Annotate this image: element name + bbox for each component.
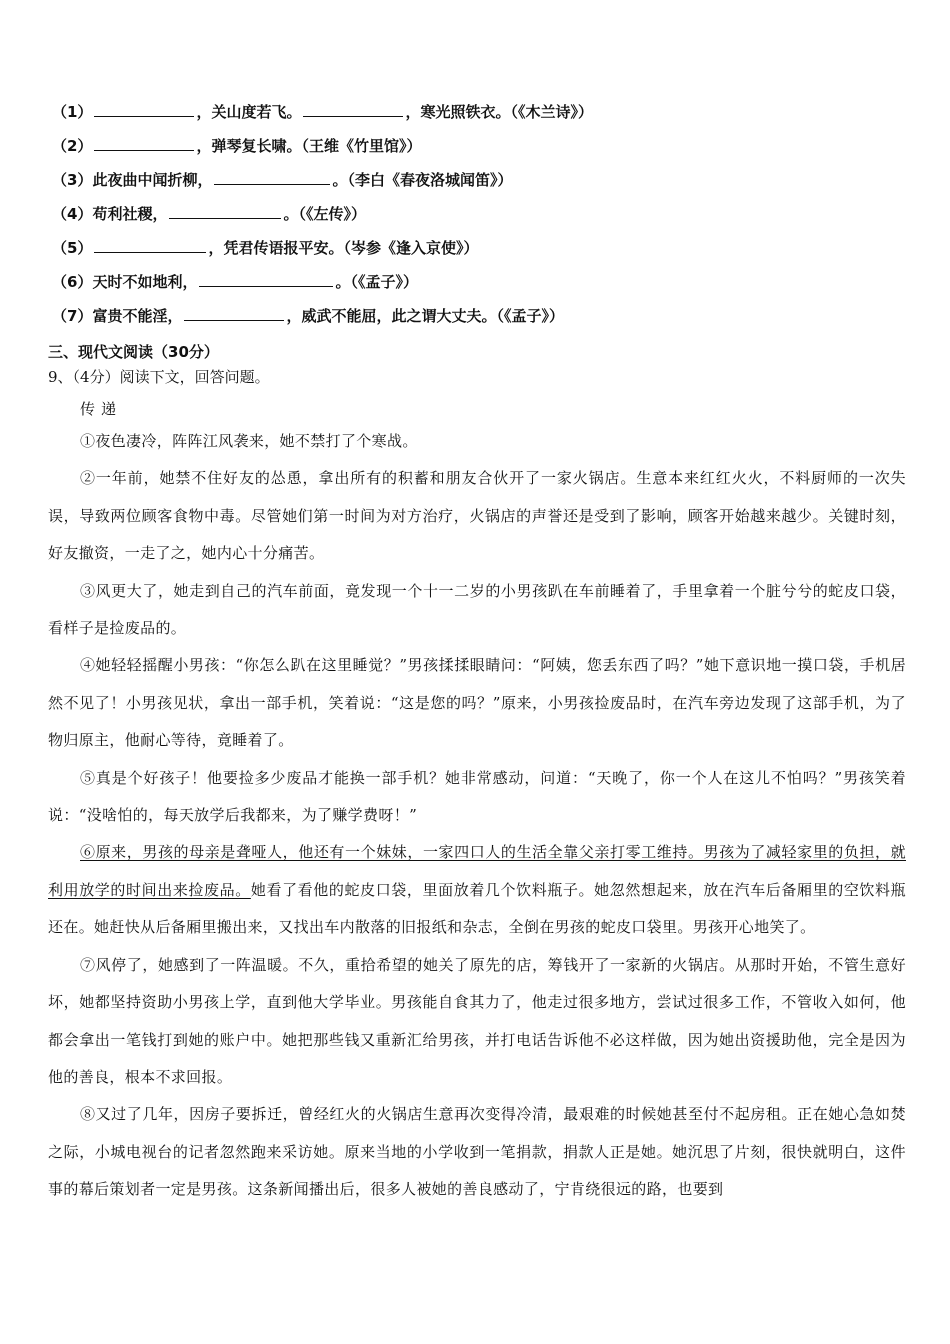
fill-blank-item [52, 132, 912, 166]
passage-paragraph [48, 834, 906, 946]
answer-blank[interactable] [94, 236, 206, 253]
item-text: ，寒光照铁衣。（《木兰诗》） [405, 103, 593, 121]
paragraph-text: ⑦风停了，她感到了一阵温暖。不久，重拾希望的她关了原先的店，筹钱开了一家新的火锅店。从那时开始，不管生意好坏，她都坚持资助小男孩上学，直到他大学毕业。男孩能自食其力了，他走过很多地方，尝试过很多工作，不管收入如何，他都会拿出一笔钱打到她的账户中。她把那些钱又重新汇给男孩，并打电话告诉他不必这样做，因为她出资援助他，完全是因为他的善良，根本不求回报。 [48, 955, 906, 1086]
passage-paragraph [48, 460, 906, 572]
fill-blank-item [52, 166, 912, 200]
item-number: （2） [52, 137, 93, 155]
item-number: （4） [52, 205, 93, 223]
item-text: ，威武不能屈，此之谓大丈夫。（《孟子》） [286, 307, 564, 325]
item-text: ，弹琴复长啸。（王维《竹里馆》） [196, 137, 422, 155]
item-number: （7） [52, 307, 93, 325]
fill-blank-item [52, 302, 912, 336]
passage-paragraph [48, 1096, 906, 1208]
paragraph-text: ③风更大了，她走到自己的汽车前面，竟发现一个十一二岁的小男孩趴在车前睡着了，手里拿着一个脏兮兮的蛇皮口袋，看样子是捡废品的。 [48, 581, 906, 638]
paragraph-text: ⑤真是个好孩子！他要捡多少废品才能换一部手机？她非常感动，问道：“天晚了，你一个人在这儿不怕吗？”男孩笑着说：“没啥怕的，每天放学后我都来，为了赚学费呀！” [48, 768, 906, 825]
passage-body [48, 423, 906, 1209]
item-text: 。（李白《春夜洛城闻笛》） [332, 171, 513, 189]
item-text: 天时不如地利， [92, 273, 198, 291]
fill-blank-item [52, 234, 912, 268]
item-text: ，关山度若飞。 [196, 103, 302, 121]
item-number: （5） [52, 239, 93, 257]
fill-blank-item [52, 200, 912, 234]
item-text: ，凭君传语报平安。（岑参《逢入京使》） [208, 239, 479, 257]
passage-paragraph [48, 647, 906, 759]
answer-blank[interactable] [199, 270, 333, 287]
question-intro: 9、（4分）阅读下文，回答问题。 [48, 368, 270, 386]
item-number: （6） [52, 273, 93, 291]
paragraph-text: ⑧又过了几年，因房子要拆迁，曾经红火的火锅店生意再次变得冷清，最艰难的时候她甚至付不起房租。正在她心急如焚之际，小城电视台的记者忽然跑来采访她。原来当地的小学收到一笔捐款，捐款人正是她。她沉思了片刻，很快就明白，这件事的幕后策划者一定是男孩。这条新闻播出后，很多人被她的善良感动了，宁肯绕很远的路，也要到 [48, 1105, 906, 1199]
fill-in-blank-list [52, 98, 912, 336]
answer-blank[interactable] [184, 304, 284, 321]
item-number: （1） [52, 103, 93, 121]
item-text: 苟利社稷， [92, 205, 168, 223]
answer-blank[interactable] [169, 202, 281, 219]
passage-paragraph [48, 423, 906, 460]
answer-blank[interactable] [303, 100, 403, 117]
item-text: 。（《左传》） [283, 205, 366, 223]
fill-blank-item [52, 268, 912, 302]
item-text: 富贵不能淫， [92, 307, 183, 325]
paragraph-text: ④她轻轻摇醒小男孩：“你怎么趴在这里睡觉？”男孩揉揉眼睛问：“阿姨，您丢东西了吗？”她下意识地一摸口袋，手机居然不见了！小男孩见状，拿出一部手机，笑着说：“这是您的吗？”原来，小男孩捡废品时，在汽车旁边发现了这部手机，为了物归原主，他耐心等待，竟睡着了。 [48, 656, 906, 750]
answer-blank[interactable] [94, 134, 194, 151]
fill-blank-item [52, 98, 912, 132]
passage-title: 传递 [80, 400, 123, 418]
passage-paragraph [48, 947, 906, 1097]
passage-paragraph [48, 760, 906, 835]
paragraph-text: ②一年前，她禁不住好友的怂恿，拿出所有的积蓄和朋友合伙开了一家火锅店。生意本来红红火火，不料厨师的一次失误，导致两位顾客食物中毒。尽管她们第一时间为对方治疗，火锅店的声誉还是受到了影响，顾客开始越来越少。关键时刻，好友撤资，一走了之，她内心十分痛苦。 [48, 469, 906, 563]
passage-paragraph [48, 573, 906, 648]
item-text: 。（《孟子》） [335, 273, 418, 291]
answer-blank[interactable] [94, 100, 194, 117]
section-title: 三、现代文阅读（30分） [48, 343, 219, 361]
paragraph-text: ①夜色凄冷，阵阵江风袭来，她不禁打了个寒战。 [80, 432, 418, 450]
item-text: 此夜曲中闻折柳， [92, 171, 213, 189]
paragraph-text: 她看了看他的蛇皮口袋，里面放着几个饮料瓶子。她忽然想起来，放在汽车后备厢里的空饮料瓶还在。她赶快从后备厢里搬出来，又找出车内散落的旧报纸和杂志，全倒在男孩的蛇皮口袋里。男孩开心地笑了。 [48, 880, 906, 937]
underlined-sentence: ⑥原来，男孩的母亲是聋哑人，他还有一个妹妹，一家四口人的生活全靠父亲打零工维持。男孩为了减轻家里的负担，就利用放学的时间出来捡废品。 [48, 843, 906, 899]
item-number: （3） [52, 171, 93, 189]
answer-blank[interactable] [214, 168, 330, 185]
